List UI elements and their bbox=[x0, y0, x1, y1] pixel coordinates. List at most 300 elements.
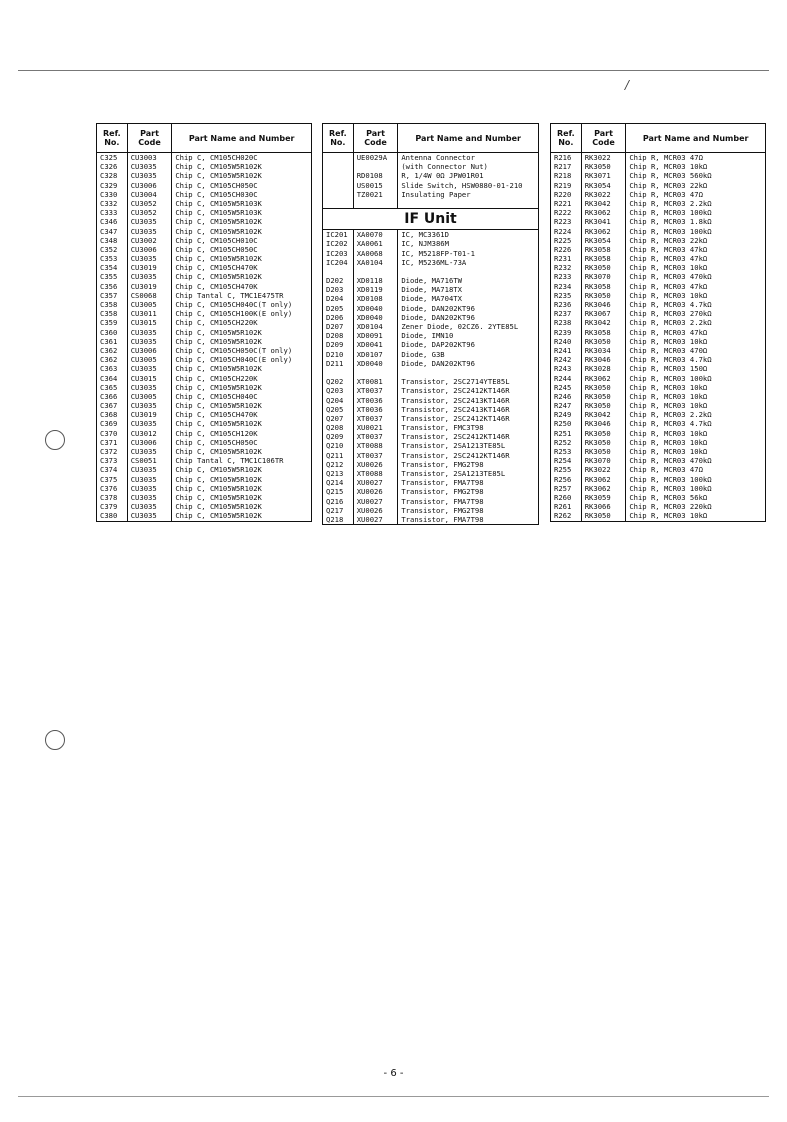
part-code-cell: RK3062 bbox=[582, 475, 627, 484]
part-code-cell: XA0061 bbox=[354, 239, 399, 248]
part-name-cell: Chip C, CM105CH050C(T only) bbox=[175, 345, 293, 355]
part-code-cell: RK3046 bbox=[582, 300, 627, 309]
part-name-cell: Diode, MA704TX bbox=[401, 294, 462, 304]
part-code-cell: CU3052 bbox=[128, 208, 173, 217]
ref-cell bbox=[323, 267, 354, 276]
table-row bbox=[323, 294, 538, 303]
part-name-cell: Transistor, FMG2T98 bbox=[401, 459, 484, 469]
part-code-cell: CU3035 bbox=[128, 484, 173, 493]
ref-cell: D206 bbox=[323, 313, 354, 322]
ref-cell: R236 bbox=[551, 300, 582, 309]
part-name-cell: Chip R, MCR03 56kΩ bbox=[629, 492, 708, 502]
part-name-cell: Chip C, CM105W5R102K bbox=[175, 419, 262, 429]
part-code-cell: XD0040 bbox=[354, 359, 399, 368]
ref-cell: IC204 bbox=[323, 258, 354, 267]
part-code-cell: CU3003 bbox=[128, 153, 173, 162]
table-row bbox=[551, 465, 765, 474]
part-name-cell: Chip R, MCR03 270kΩ bbox=[629, 309, 712, 319]
ref-cell: R262 bbox=[551, 511, 582, 520]
ref-cell: C364 bbox=[97, 374, 128, 383]
ref-cell: C348 bbox=[97, 236, 128, 245]
table-row bbox=[323, 414, 538, 423]
table-row bbox=[551, 374, 765, 383]
part-name-cell: Transistor, 2SC2412KT146R bbox=[401, 432, 510, 442]
part-code-cell: CU3035 bbox=[128, 364, 173, 373]
table-row bbox=[97, 162, 311, 171]
part-code-cell: XD0108 bbox=[354, 294, 399, 303]
ref-cell: C353 bbox=[97, 254, 128, 263]
table-row bbox=[97, 272, 311, 281]
table-row bbox=[551, 190, 765, 199]
part-name-cell: Chip C, CM105W5R102K bbox=[175, 502, 262, 512]
part-code-cell: RK3050 bbox=[582, 337, 627, 346]
table-row bbox=[97, 401, 311, 410]
header-ref: Ref. No. bbox=[551, 124, 582, 152]
part-name-cell: Chip C, CM105W5R102K bbox=[175, 272, 262, 282]
part-name-cell: Transistor, FMG2T98 bbox=[401, 505, 484, 515]
ref-cell: Q218 bbox=[323, 515, 354, 524]
part-code-cell: RK3046 bbox=[582, 355, 627, 364]
ref-cell: C373 bbox=[97, 456, 128, 465]
table-row bbox=[551, 484, 765, 493]
table-row bbox=[323, 469, 538, 478]
part-code-cell: RK3042 bbox=[582, 318, 627, 327]
table-row bbox=[323, 451, 538, 460]
part-code-cell: CU3019 bbox=[128, 282, 173, 291]
part-name-cell: Chip R, MCR03 47Ω bbox=[629, 153, 703, 162]
part-code-cell: RK3022 bbox=[582, 465, 627, 474]
ref-cell: Q207 bbox=[323, 414, 354, 423]
header-part-code: Part Code bbox=[582, 124, 627, 152]
ref-cell: R251 bbox=[551, 429, 582, 438]
page-number: - 6 - bbox=[383, 1068, 404, 1079]
part-code-cell: XA0068 bbox=[354, 249, 399, 258]
table-row bbox=[97, 355, 311, 364]
part-code-cell: RK3028 bbox=[582, 364, 627, 373]
part-code-cell: RK3058 bbox=[582, 282, 627, 291]
table-row bbox=[323, 478, 538, 487]
part-name-cell: Chip C, CM105W5R102K bbox=[175, 511, 262, 521]
part-name-cell: Chip C, CM105W5R102K bbox=[175, 336, 262, 346]
ref-cell: C361 bbox=[97, 337, 128, 346]
part-name-cell: Chip C, CM105W5R102K bbox=[175, 447, 262, 456]
table-row bbox=[97, 217, 311, 226]
part-name-cell: Zener Diode, 02CZ6. 2YTE85L bbox=[401, 322, 519, 331]
part-name-cell: Chip C, CM105W5R103K bbox=[175, 208, 262, 218]
table-row bbox=[97, 309, 311, 318]
part-name-cell: Chip R, MCR03 10kΩ bbox=[629, 428, 708, 438]
part-code-cell: CU3006 bbox=[128, 245, 173, 254]
part-code-cell: XU0027 bbox=[354, 497, 399, 506]
part-code-cell bbox=[354, 368, 399, 377]
part-code-cell: CU3005 bbox=[128, 300, 173, 309]
table-row bbox=[323, 350, 538, 359]
part-name-cell: Chip R, MCR03 22kΩ bbox=[629, 235, 708, 245]
part-name-cell: Diode, IMN10 bbox=[401, 331, 454, 341]
table-row bbox=[97, 475, 311, 484]
part-name-cell: Chip R, MCR03 10kΩ bbox=[629, 401, 708, 411]
punch-hole-icon bbox=[45, 730, 65, 750]
part-code-cell: XT0037 bbox=[354, 414, 399, 423]
part-name-cell: Chip R, MCR03 47kΩ bbox=[629, 254, 708, 264]
ref-cell bbox=[323, 171, 354, 180]
part-name-cell: Transistor, FMA7T98 bbox=[401, 496, 484, 506]
ref-cell: D208 bbox=[323, 331, 354, 340]
part-code-cell: XU0021 bbox=[354, 423, 399, 432]
part-code-cell: RK3059 bbox=[582, 493, 627, 502]
part-code-cell: RK3058 bbox=[582, 254, 627, 263]
part-code-cell: XT0081 bbox=[354, 377, 399, 386]
ref-cell: R243 bbox=[551, 364, 582, 373]
punch-hole-icon bbox=[45, 430, 65, 450]
table-row bbox=[97, 254, 311, 263]
table-row bbox=[323, 239, 538, 248]
ref-cell: R256 bbox=[551, 475, 582, 484]
ref-cell: R261 bbox=[551, 502, 582, 511]
part-code-cell: CS0051 bbox=[128, 456, 173, 465]
table-row bbox=[97, 181, 311, 190]
part-code-cell: CU3035 bbox=[128, 328, 173, 337]
ref-cell: R241 bbox=[551, 346, 582, 355]
parts-table-left bbox=[96, 123, 312, 522]
table-row bbox=[323, 377, 538, 386]
ref-cell: R240 bbox=[551, 337, 582, 346]
table-row bbox=[551, 475, 765, 484]
ref-cell: R224 bbox=[551, 227, 582, 236]
part-name-cell: Insulating Paper bbox=[401, 189, 471, 199]
table-row bbox=[551, 511, 765, 520]
ref-cell: D209 bbox=[323, 340, 354, 349]
part-code-cell: XA0104 bbox=[354, 258, 399, 267]
part-name-cell: Transistor, 2SC2714YTE85L bbox=[401, 377, 510, 387]
ref-cell bbox=[323, 368, 354, 377]
table-row bbox=[551, 337, 765, 346]
ref-cell: D204 bbox=[323, 294, 354, 303]
part-code-cell: RK3062 bbox=[582, 208, 627, 217]
ref-cell: R237 bbox=[551, 309, 582, 318]
part-code-cell: CU3035 bbox=[128, 475, 173, 484]
table-row bbox=[551, 346, 765, 355]
part-name-cell: (with Connector Nut) bbox=[401, 162, 488, 172]
ref-cell: Q203 bbox=[323, 386, 354, 395]
ref-cell: D205 bbox=[323, 304, 354, 313]
table-row bbox=[551, 502, 765, 511]
ref-cell: C332 bbox=[97, 199, 128, 208]
ref-cell: R255 bbox=[551, 465, 582, 474]
part-code-cell: CU3035 bbox=[128, 383, 173, 392]
ref-cell: D203 bbox=[323, 285, 354, 294]
ref-cell: R219 bbox=[551, 181, 582, 190]
part-code-cell: RK3050 bbox=[582, 263, 627, 272]
ref-cell: R260 bbox=[551, 493, 582, 502]
table-row bbox=[323, 153, 538, 162]
part-name-cell: Chip R, MCR03 47Ω bbox=[629, 189, 703, 199]
part-name-cell: Chip R, MCR03 560kΩ bbox=[629, 171, 712, 181]
table-row bbox=[551, 217, 765, 226]
table-row bbox=[323, 249, 538, 258]
part-name-cell: Chip R, MCR03 10kΩ bbox=[629, 382, 708, 392]
table-row bbox=[97, 346, 311, 355]
part-code-cell: CU3035 bbox=[128, 227, 173, 236]
table-row bbox=[323, 368, 538, 377]
part-name-cell: Transistor, 2SC2412KT146R bbox=[401, 450, 510, 460]
table-row bbox=[551, 447, 765, 456]
ref-cell: C380 bbox=[97, 511, 128, 520]
part-name-cell: Transistor, 2SA1213TE85L bbox=[401, 441, 506, 451]
part-name-cell: Chip R, MCR03 47kΩ bbox=[629, 327, 708, 337]
ref-cell: R249 bbox=[551, 410, 582, 419]
ref-cell: C329 bbox=[97, 181, 128, 190]
table-row bbox=[551, 328, 765, 337]
part-name-cell: Diode, DAN202KT96 bbox=[401, 358, 475, 368]
part-code-cell: CU3035 bbox=[128, 447, 173, 456]
part-name-cell: Chip C, CM105CH010C bbox=[175, 235, 258, 245]
part-name-cell: Chip C, CM105CH030C bbox=[175, 189, 258, 199]
header-ref: Ref. No. bbox=[97, 124, 128, 152]
part-code-cell: XT0037 bbox=[354, 432, 399, 441]
table-row bbox=[323, 199, 538, 208]
part-name-cell: Chip C, CM105CH100K(E only) bbox=[175, 309, 293, 319]
ref-cell: R226 bbox=[551, 245, 582, 254]
table-row bbox=[323, 487, 538, 496]
table-row bbox=[97, 383, 311, 392]
part-name-cell: Chip C, CM105CH470K bbox=[175, 410, 258, 420]
part-code-cell: RK3022 bbox=[582, 190, 627, 199]
part-name-cell: Chip R, MCR03 4.7kΩ bbox=[629, 300, 712, 309]
ref-cell: R225 bbox=[551, 236, 582, 245]
part-name-cell: Chip R, MCR03 10kΩ bbox=[629, 162, 708, 172]
table-row bbox=[551, 282, 765, 291]
part-name-cell: Chip C, CM105W5R102K bbox=[175, 382, 262, 392]
ref-cell: Q213 bbox=[323, 469, 354, 478]
part-code-cell: CU3011 bbox=[128, 309, 173, 318]
part-code-cell: RK3058 bbox=[582, 245, 627, 254]
part-code-cell: CU3035 bbox=[128, 217, 173, 226]
table-row bbox=[551, 199, 765, 208]
table-row bbox=[551, 410, 765, 419]
table-row bbox=[97, 263, 311, 272]
part-name-cell: Chip R, MCR03 10kΩ bbox=[629, 290, 708, 300]
part-code-cell: RK3070 bbox=[582, 456, 627, 465]
part-name-cell: R, 1/4W 0Ω JPW01R01 bbox=[401, 171, 484, 181]
ref-cell: R217 bbox=[551, 162, 582, 171]
part-name-cell: Transistor, 2SC2413KT146R bbox=[401, 404, 510, 414]
table-row bbox=[551, 493, 765, 502]
table-row bbox=[97, 236, 311, 245]
ref-cell: D211 bbox=[323, 359, 354, 368]
table-row bbox=[323, 460, 538, 469]
ref-cell: C379 bbox=[97, 502, 128, 511]
table-row bbox=[323, 506, 538, 515]
ref-cell bbox=[323, 199, 354, 208]
table-row bbox=[323, 386, 538, 395]
table-row bbox=[97, 392, 311, 401]
part-name-cell: Chip R, MCR03 100kΩ bbox=[629, 226, 712, 236]
part-name-cell: Chip R, MCR03 220kΩ bbox=[629, 502, 712, 512]
part-name-cell: Chip C, CM105W5R102K bbox=[175, 474, 262, 484]
part-code-cell: XT0037 bbox=[354, 386, 399, 395]
table-row bbox=[551, 309, 765, 318]
part-name-cell: Chip R, MCR03 10kΩ bbox=[629, 437, 708, 447]
part-code-cell: RK3050 bbox=[582, 383, 627, 392]
part-code-cell: RK3054 bbox=[582, 236, 627, 245]
table-row bbox=[97, 337, 311, 346]
table-header bbox=[551, 124, 765, 153]
part-name-cell: Diode, G3B bbox=[401, 349, 445, 359]
part-name-cell: Diode, DAP202KT96 bbox=[401, 340, 475, 350]
ref-cell: R247 bbox=[551, 401, 582, 410]
table-row bbox=[551, 392, 765, 401]
table-row bbox=[551, 263, 765, 272]
parts-table-middle bbox=[322, 123, 539, 525]
part-name-cell: Chip C, CM105CH470K bbox=[175, 281, 258, 291]
part-name-cell: Chip C, CM105CH050C bbox=[175, 180, 258, 190]
part-name-cell: IC, M5236ML-73A bbox=[401, 257, 467, 267]
part-name-cell: Chip C, CM105CH120K bbox=[175, 428, 258, 438]
ref-cell: Q217 bbox=[323, 506, 354, 515]
ref-cell: R254 bbox=[551, 456, 582, 465]
part-code-cell: RK3050 bbox=[582, 429, 627, 438]
part-name-cell: Chip R, MCR03 2.2kΩ bbox=[629, 318, 712, 328]
table-row bbox=[323, 441, 538, 450]
ref-cell: Q214 bbox=[323, 478, 354, 487]
part-name-cell: Chip R, MCR03 10kΩ bbox=[629, 447, 708, 456]
part-code-cell: XD0040 bbox=[354, 304, 399, 313]
ref-cell: R223 bbox=[551, 217, 582, 226]
table-row bbox=[97, 318, 311, 327]
part-name-cell: Chip R, MCR03 4.7kΩ bbox=[629, 355, 712, 365]
table-row bbox=[97, 190, 311, 199]
part-code-cell: CU3002 bbox=[128, 236, 173, 245]
part-name-cell: Chip C, CM105CH040C(E only) bbox=[175, 355, 293, 365]
parts-table-right bbox=[550, 123, 766, 522]
table-row bbox=[97, 484, 311, 493]
table-row bbox=[551, 438, 765, 447]
part-name-cell: Chip R, MCR03 100kΩ bbox=[629, 483, 712, 493]
ref-cell: R232 bbox=[551, 263, 582, 272]
ref-cell: C358 bbox=[97, 300, 128, 309]
ref-cell: R221 bbox=[551, 199, 582, 208]
part-code-cell: RK3046 bbox=[582, 419, 627, 428]
header-part-code: Part Code bbox=[128, 124, 173, 152]
table-row bbox=[97, 245, 311, 254]
table-row bbox=[97, 291, 311, 300]
part-name-cell: Chip R, MCR03 100kΩ bbox=[629, 208, 712, 218]
part-name-cell bbox=[398, 368, 538, 377]
part-name-cell: Chip C, CM105CH470K bbox=[175, 263, 258, 273]
table-row bbox=[551, 272, 765, 281]
part-name-cell: Slide Switch, HSW0880-01-210 bbox=[401, 180, 523, 190]
part-code-cell: CU3035 bbox=[128, 162, 173, 171]
table-row bbox=[97, 227, 311, 236]
part-name-cell: Chip R, MCR03 10kΩ bbox=[629, 511, 708, 521]
ref-cell: C366 bbox=[97, 392, 128, 401]
part-code-cell: CU3035 bbox=[128, 254, 173, 263]
part-name-cell: IC, MC3361D bbox=[401, 230, 449, 240]
part-name-cell: Chip R, MCR03 100kΩ bbox=[629, 373, 712, 383]
table-row bbox=[323, 497, 538, 506]
part-code-cell: XD0118 bbox=[354, 276, 399, 285]
part-name-cell: Chip C, CM105W5R102K bbox=[175, 217, 262, 227]
part-name-cell: Chip R, MCR03 10kΩ bbox=[629, 336, 708, 346]
part-code-cell: RK3058 bbox=[582, 328, 627, 337]
part-code-cell: CU3035 bbox=[128, 337, 173, 346]
part-code-cell: XD0091 bbox=[354, 331, 399, 340]
ref-cell: C326 bbox=[97, 162, 128, 171]
ref-cell: C325 bbox=[97, 153, 128, 162]
part-code-cell: US0015 bbox=[354, 181, 399, 190]
part-code-cell: CU3012 bbox=[128, 429, 173, 438]
part-name-cell: Chip R, MCR03 470kΩ bbox=[629, 272, 712, 282]
header-ref: Ref. No. bbox=[323, 124, 354, 152]
part-code-cell: CU3035 bbox=[128, 465, 173, 474]
table-row bbox=[323, 258, 538, 267]
table-row bbox=[323, 171, 538, 180]
part-code-cell: CU3019 bbox=[128, 263, 173, 272]
ref-cell: Q216 bbox=[323, 497, 354, 506]
part-name-cell: Chip C, CM105W5R102K bbox=[175, 226, 262, 236]
ref-cell: R218 bbox=[551, 171, 582, 180]
part-name-cell: IC, NJM386M bbox=[401, 239, 449, 249]
table-row bbox=[97, 199, 311, 208]
part-code-cell: CU3006 bbox=[128, 346, 173, 355]
part-code-cell: CS0068 bbox=[128, 291, 173, 300]
table-row bbox=[551, 429, 765, 438]
ref-cell: C362 bbox=[97, 346, 128, 355]
table-row bbox=[551, 236, 765, 245]
part-code-cell: XA0070 bbox=[354, 230, 399, 239]
table-row bbox=[323, 396, 538, 405]
part-name-cell: Transistor, 2SC2412KT146R bbox=[401, 413, 510, 423]
ref-cell: C354 bbox=[97, 263, 128, 272]
ref-cell: Q209 bbox=[323, 432, 354, 441]
part-name-cell: Diode, DAN202KT96 bbox=[401, 312, 475, 322]
table-row bbox=[97, 429, 311, 438]
part-name-cell: Transistor, 2SA1213TE85L bbox=[401, 469, 506, 478]
table-row bbox=[323, 359, 538, 368]
ref-cell bbox=[323, 153, 354, 162]
part-name-cell: Chip R, MCR03 2.2kΩ bbox=[629, 198, 712, 208]
part-name-cell: Chip R, MCR03 47Ω bbox=[629, 465, 703, 475]
part-name-cell: Chip R, MCR03 150Ω bbox=[629, 364, 708, 374]
header-part-name: Part Name and Number bbox=[188, 133, 295, 143]
table-row bbox=[551, 318, 765, 327]
table-row bbox=[97, 208, 311, 217]
part-code-cell: RK3050 bbox=[582, 438, 627, 447]
table-row bbox=[551, 171, 765, 180]
ref-cell: R250 bbox=[551, 419, 582, 428]
table-row bbox=[323, 285, 538, 294]
ref-cell: R252 bbox=[551, 438, 582, 447]
part-name-cell: Chip C, CM105W5R102K bbox=[175, 364, 262, 374]
part-name-cell: Chip C, CM105CH050C bbox=[175, 437, 258, 447]
header-part-code: Part Code bbox=[354, 124, 399, 152]
table-row bbox=[97, 465, 311, 474]
part-code-cell: RK3050 bbox=[582, 447, 627, 456]
table-row bbox=[323, 190, 538, 199]
part-name-cell: Chip C, CM105W5R102K bbox=[175, 162, 262, 172]
ref-cell: C362 bbox=[97, 355, 128, 364]
part-name-cell: Chip C, CM105W5R102K bbox=[175, 254, 262, 264]
part-name-cell: Transistor, FMA7T98 bbox=[401, 478, 484, 488]
table-row bbox=[551, 245, 765, 254]
part-code-cell: RK3050 bbox=[582, 392, 627, 401]
part-name-cell: Chip C, CM105CH040C(T only) bbox=[175, 300, 293, 309]
part-code-cell: RK3054 bbox=[582, 181, 627, 190]
ref-cell: R239 bbox=[551, 328, 582, 337]
ref-cell: C330 bbox=[97, 190, 128, 199]
part-name-cell: Chip C, CM105CH020C bbox=[175, 153, 258, 162]
